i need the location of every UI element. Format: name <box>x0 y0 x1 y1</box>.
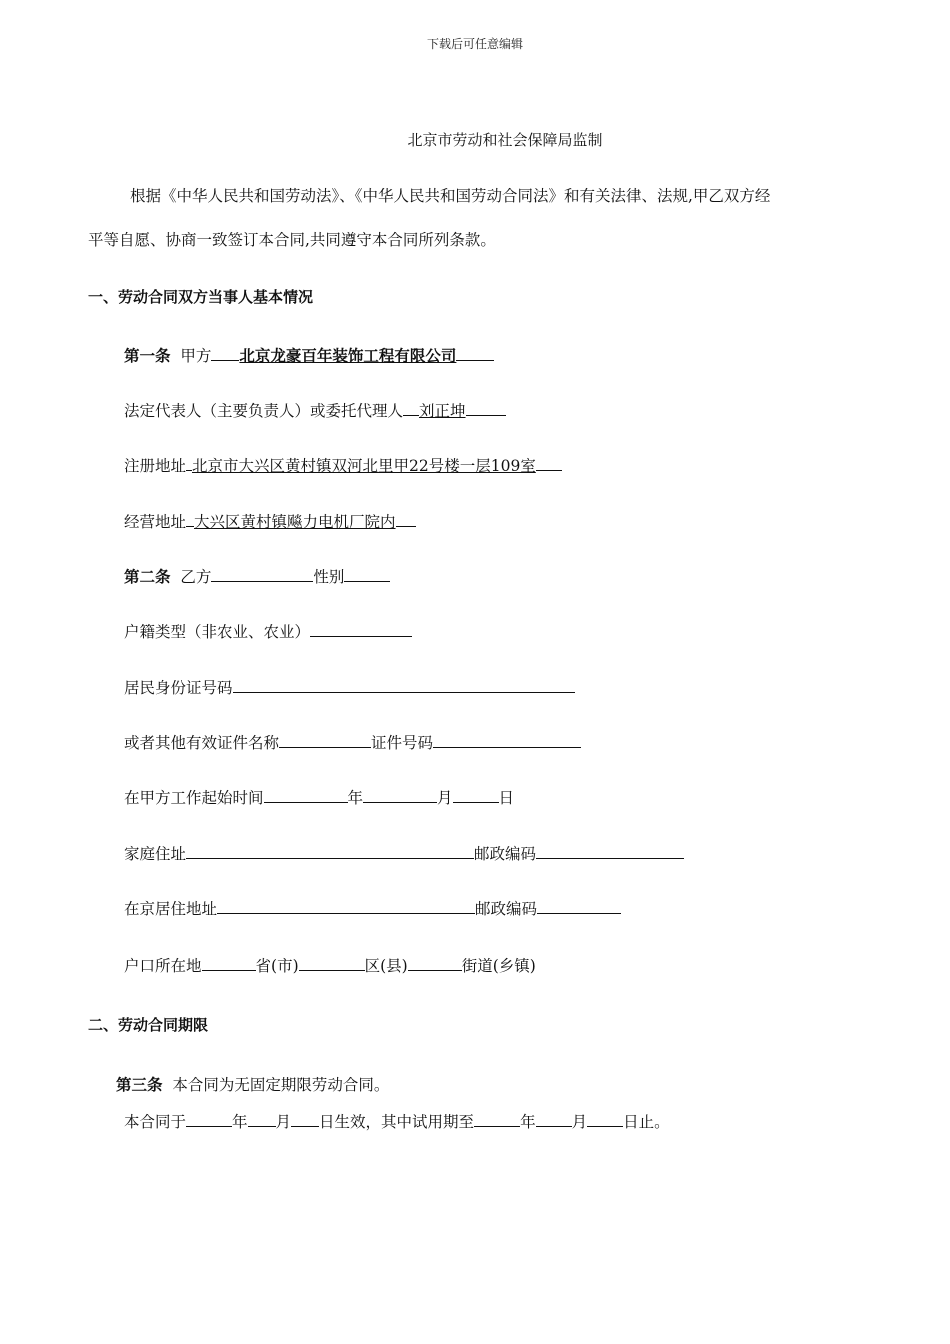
section-title-parties: 一、劳动合同双方当事人基本情况 <box>88 288 314 306</box>
business-address-label: 经营地址 <box>124 513 187 531</box>
postcode-blank-2 <box>537 898 621 914</box>
supervisor-line: 北京市劳动和社会保障局监制 <box>407 131 603 149</box>
blank-underline <box>466 400 506 416</box>
blank-underline <box>536 455 562 471</box>
eff-year-blank <box>186 1111 232 1127</box>
eff-day-blank <box>291 1111 319 1127</box>
cert-number-blank <box>433 732 581 748</box>
beijing-address-line <box>124 897 621 919</box>
effective-end: 日止。 <box>623 1113 670 1131</box>
gender-label: 性别 <box>313 568 345 586</box>
blank-underline <box>403 400 419 416</box>
effective-prefix: 本合同于 <box>124 1113 187 1131</box>
other-id-line <box>124 731 581 753</box>
blank-underline <box>456 345 494 361</box>
trial-day-blank <box>587 1111 623 1127</box>
trial-year-blank <box>474 1111 520 1127</box>
effective-date-line <box>124 1110 670 1132</box>
intro-paragraph-line2: 平等自愿、协商一致签订本合同,共同遵守本合同所列条款。 <box>88 231 496 249</box>
hukou-location-label: 户口所在地 <box>124 957 202 975</box>
eff-year-label: 年 <box>232 1113 248 1131</box>
effective-mid: 日生效，其中试用期至 <box>319 1113 475 1131</box>
province-label: 省(市) <box>255 957 299 975</box>
registered-address-line <box>124 454 562 476</box>
article-1-label: 第一条 <box>124 347 171 365</box>
district-blank <box>299 955 365 971</box>
article-3-line <box>116 1073 389 1095</box>
intro-paragraph-line1: 根据《中华人民共和国劳动法》、《中华人民共和国劳动合同法》和有关法律、法规,甲乙双方经 <box>130 187 771 205</box>
id-number-label: 居民身份证号码 <box>124 679 233 697</box>
year-label: 年 <box>347 789 364 807</box>
trial-year-label: 年 <box>520 1113 536 1131</box>
home-address-line <box>124 842 684 864</box>
page-header-note: 下载后可任意编辑 <box>426 37 523 51</box>
postcode-label: 邮政编码 <box>474 845 537 863</box>
start-date-line <box>124 786 514 808</box>
home-address-label: 家庭住址 <box>124 845 187 863</box>
article-2-label: 第二条 <box>124 568 171 586</box>
legal-rep-value: 刘正坤 <box>419 402 466 420</box>
hukou-location-line <box>124 954 536 976</box>
cert-number-label: 证件号码 <box>371 734 434 752</box>
eff-month-label: 月 <box>275 1113 292 1131</box>
party-b-label: 乙方 <box>180 568 212 586</box>
beijing-address-blank <box>217 898 475 914</box>
section-title-term: 二、劳动合同期限 <box>88 1016 209 1034</box>
blank-underline <box>211 345 239 361</box>
street-label: 街道(乡镇) <box>461 957 536 975</box>
legal-rep-line <box>124 399 506 421</box>
id-number-blank <box>233 677 575 693</box>
postcode-blank <box>536 843 684 859</box>
trial-month-blank <box>536 1111 572 1127</box>
party-b-blank <box>211 566 313 582</box>
article-3-text: 本合同为无固定期限劳动合同。 <box>172 1076 390 1094</box>
hukou-type-blank <box>310 621 412 637</box>
other-id-blank <box>279 732 371 748</box>
article-3-label: 第三条 <box>116 1076 163 1094</box>
article-2-party-b <box>124 565 390 587</box>
party-a-value: 北京龙豪百年装饰工程有限公司 <box>239 347 457 365</box>
business-address-line <box>124 510 416 532</box>
blank-underline <box>396 511 416 527</box>
postcode-label-2: 邮政编码 <box>475 900 538 918</box>
year-blank <box>264 787 348 803</box>
month-label: 月 <box>437 789 453 807</box>
hukou-type-line <box>124 620 412 642</box>
legal-rep-label: 法定代表人（主要负责人）或委托代理人 <box>124 402 404 420</box>
business-address-value: 大兴区黄村镇飚力电机厂院内 <box>194 513 396 531</box>
registered-address-value: 北京市大兴区黄村镇双河北里甲22号楼一层109室 <box>192 457 536 475</box>
hukou-type-label: 户籍类型（非农业、农业） <box>124 623 311 641</box>
other-id-label: 或者其他有效证件名称 <box>124 734 280 752</box>
day-label: 日 <box>498 789 515 807</box>
gender-blank <box>344 566 390 582</box>
district-label: 区(县) <box>364 957 408 975</box>
trial-month-label: 月 <box>571 1113 588 1131</box>
registered-address-label: 注册地址 <box>124 457 187 475</box>
start-date-label: 在甲方工作起始时间 <box>124 789 264 807</box>
day-blank <box>453 787 499 803</box>
article-1-party-a <box>124 344 494 366</box>
province-blank <box>202 955 256 971</box>
party-a-label: 甲方 <box>180 347 212 365</box>
beijing-address-label: 在京居住地址 <box>124 900 218 918</box>
home-address-blank <box>186 843 474 859</box>
eff-month-blank <box>248 1111 276 1127</box>
month-blank <box>363 787 437 803</box>
id-number-line <box>124 676 575 698</box>
blank-underline <box>186 511 194 527</box>
street-blank <box>408 955 462 971</box>
